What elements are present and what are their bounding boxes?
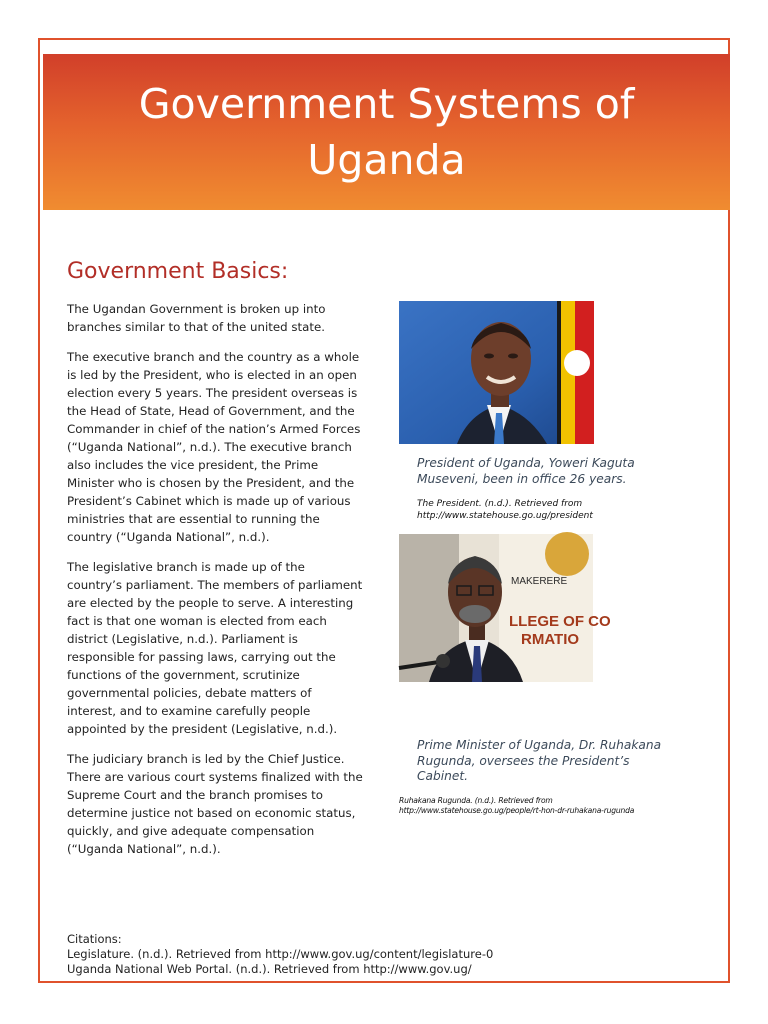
credit-line: The President. (n.d.). Retrieved from bbox=[417, 499, 583, 509]
president-photo-credit bbox=[417, 498, 647, 522]
backdrop-text-makerere: MAKERERE bbox=[511, 576, 568, 587]
prime-minister-caption: Prime Minister of Uganda, Dr. Ruhakana Rugunda, oversees the President’s Cabinet. bbox=[417, 738, 662, 783]
citations bbox=[67, 932, 667, 977]
president-caption: President of Uganda, Yoweri Kaguta Museveni, been in office 26 years. bbox=[417, 456, 635, 486]
citations-label: Citations: bbox=[67, 932, 122, 946]
paragraph-judiciary: The judiciary branch is led by the Chief Justice. There are various court systems finalized with the Supreme Court and the branch promises to determine justice not based on economic status, quickly, and give adequate compensation (“Uganda National”, n.d.). bbox=[67, 752, 363, 856]
paragraph-executive: The executive branch and the country as a whole is led by the President, who is elected in an open election every 5 years. The president overseas is the Head of State, Head of Government, and the Commander in chief of the nation’s Armed Forces (“Uganda National”, n.d.). The executive branch also includes the vice president, the Prime Minister who is chosen by the President, and the President’s Cabinet which is made up of various ministries that are essential to running the country (“Uganda National”, n.d.). bbox=[67, 350, 361, 544]
backdrop-text-rmatio: RMATIO bbox=[521, 631, 580, 648]
credit-line: Ruhakana Rugunda. (n.d.). Retrieved from bbox=[399, 796, 553, 805]
body-text bbox=[67, 300, 363, 870]
credit-url: http://www.statehouse.go.ug/people/rt-hon-dr-ruhakana-rugunda bbox=[399, 806, 635, 815]
president-photo bbox=[399, 301, 594, 444]
page-title: Government Systems of Uganda bbox=[138, 80, 635, 184]
credit-url: http://www.statehouse.go.ug/president bbox=[417, 511, 593, 521]
prime-minister-photo-credit bbox=[399, 796, 699, 816]
paragraph-legislative: The legislative branch is made up of the country’s parliament. The members of parliament are elected by the people to serve. A interesting fact is that one woman is elected from each district (Legislative, n.d.). Parliament is responsible for passing laws, carrying out the functions of the government, scrutinize governmental policies, debate matters of interest, and to examine carefully people appointed by the president (Legislative, n.d.). bbox=[67, 560, 363, 736]
section-heading: Government Basics: bbox=[67, 259, 289, 284]
citation-entry: Legislature. (n.d.). Retrieved from http://www.gov.ug/content/legislature-0 bbox=[67, 947, 494, 961]
title-banner bbox=[43, 54, 730, 210]
prime-minister-photo bbox=[399, 534, 611, 682]
citation-entry: Uganda National Web Portal. (n.d.). Retrieved from http://www.gov.ug/ bbox=[67, 962, 472, 976]
backdrop-text-college: LLEGE OF CO bbox=[509, 613, 611, 630]
paragraph-intro: The Ugandan Government is broken up into branches similar to that of the united state. bbox=[67, 302, 326, 334]
